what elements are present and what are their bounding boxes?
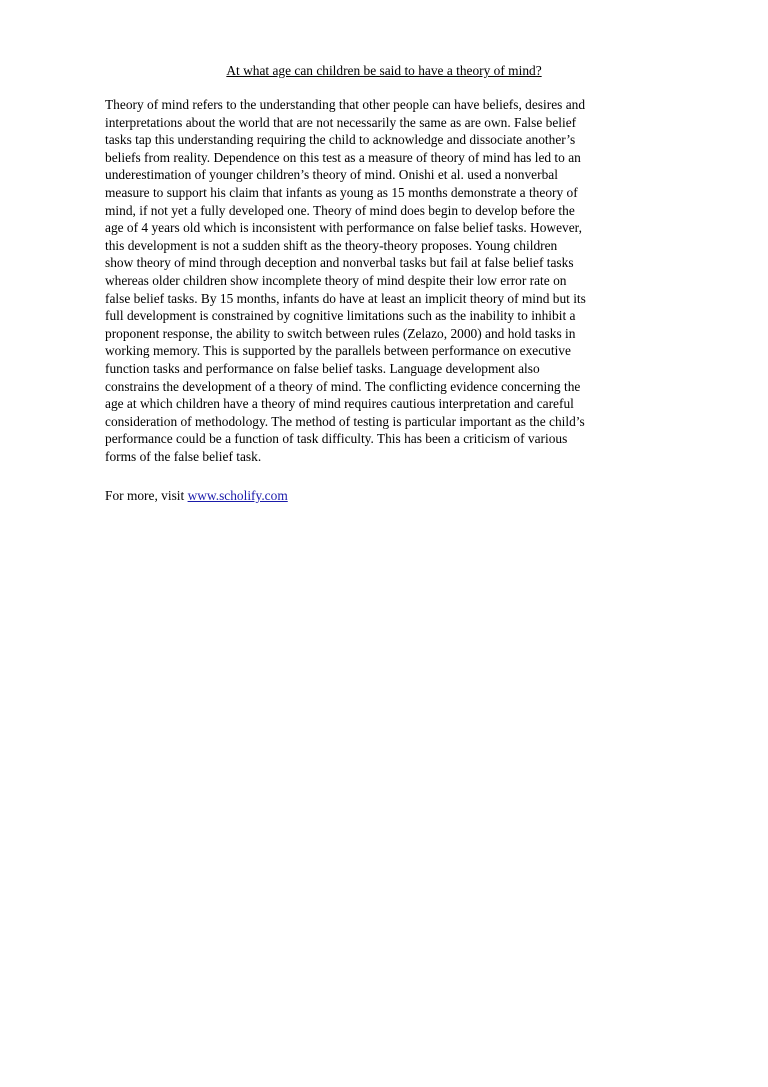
- body-line: false belief tasks. By 15 months, infants do have at least an implicit theory of mind but its: [105, 290, 586, 306]
- body-line: function tasks and performance on false belief tasks. Language development also: [105, 360, 540, 376]
- body-line: whereas older children show incomplete theory of mind despite their low error rate on: [105, 272, 567, 288]
- body-line: this development is not a sudden shift as the theory-theory proposes. Young children: [105, 237, 558, 253]
- body-paragraph: [105, 96, 705, 465]
- footer-line: [105, 487, 288, 504]
- body-line: beliefs from reality. Dependence on this test as a measure of theory of mind has led to an: [105, 149, 581, 165]
- body-line: proponent response, the ability to switch between rules (Zelazo, 2000) and hold tasks in: [105, 325, 576, 341]
- body-line: Theory of mind refers to the understanding that other people can have beliefs, desires and: [105, 97, 586, 112]
- scholify-link[interactable]: www.scholify.com: [187, 488, 288, 503]
- body-line: full development is constrained by cognitive limitations such as the inability to inhibit a: [105, 308, 576, 324]
- body-line: show theory of mind through deception and nonverbal tasks but fail at false belief tasks: [105, 255, 574, 271]
- body-line: constrains the development of a theory of mind. The conflicting evidence concerning the: [105, 378, 581, 394]
- body-line: age of 4 years old which is inconsistent with performance on false belief tasks. However,: [105, 220, 582, 236]
- body-line: underestimation of younger children’s theory of mind. Onishi et al. used a nonverbal: [105, 167, 558, 183]
- body-line: tasks tap this understanding requiring the child to acknowledge and dissociate another’s: [105, 132, 576, 148]
- body-line: forms of the false belief task.: [105, 448, 262, 464]
- footer-text: For more, visit: [105, 488, 188, 503]
- body-line: age at which children have a theory of mind requires cautious interpretation and careful: [105, 396, 574, 412]
- body-line: working memory. This is supported by the parallels between performance on executive: [105, 343, 571, 359]
- body-line: interpretations about the world that are not necessarily the same as are own. False belief: [105, 114, 577, 130]
- body-line: performance could be a function of task difficulty. This has been a criticism of various: [105, 431, 568, 447]
- body-line: consideration of methodology. The method of testing is particular important as the child’s: [105, 413, 585, 429]
- body-line: measure to support his claim that infants as young as 15 months demonstrate a theory of: [105, 184, 578, 200]
- document-title: At what age can children be said to have a theory of mind?: [226, 63, 542, 78]
- body-line: mind, if not yet a fully developed one. Theory of mind does begin to develop before the: [105, 202, 575, 218]
